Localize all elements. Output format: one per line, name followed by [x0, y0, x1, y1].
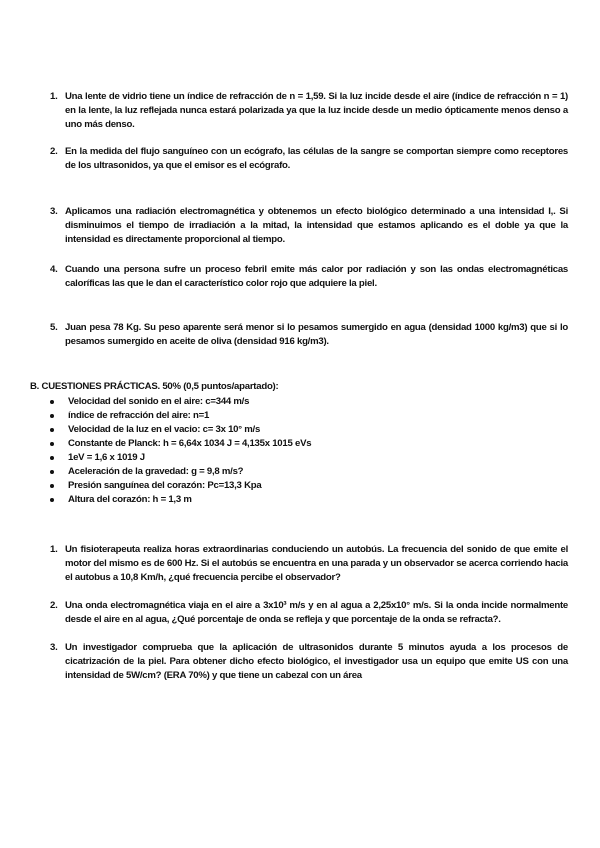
bullet-icon	[50, 428, 54, 432]
constant-item	[50, 423, 311, 437]
constant-text: Velocidad de la luz en el vacio: c= 3x 10° m/s	[68, 424, 261, 435]
practical-problem-2	[50, 599, 568, 627]
question-number: 5.	[50, 322, 58, 333]
bullet-icon	[50, 400, 54, 404]
question-text: Una lente de vidrio tiene un índice de refracción de n = 1,59. Si la luz incide desde el aire (índice de refracción n = 1) en la lente, la luz reflejada nunca estará polarizada ya que la luz incide desde un medio ópticamente menos denso a uno más denso.	[65, 91, 568, 130]
constant-item	[50, 395, 311, 409]
constant-item	[50, 493, 311, 507]
constant-text: Velocidad del sonido en el aire: c=344 m/s	[68, 396, 250, 407]
bullet-icon	[50, 484, 54, 488]
constant-text: Altura del corazón: h = 1,3 m	[68, 494, 192, 505]
problem-number: 2.	[50, 600, 58, 611]
problem-number: 1.	[50, 544, 58, 555]
bullet-icon	[50, 470, 54, 474]
section-b-heading: B. CUESTIONES PRÁCTICAS. 50% (0,5 puntos/apartado):	[30, 381, 279, 392]
theory-question-1	[50, 90, 568, 132]
constant-text: Presión sanguínea del corazón: Pc=13,3 Kpa	[68, 480, 262, 491]
practical-problem-3	[50, 641, 568, 683]
theory-question-4	[50, 263, 568, 291]
constant-text: 1eV = 1,6 x 1019 J	[68, 452, 145, 463]
bullet-icon	[50, 414, 54, 418]
theory-question-3	[50, 205, 568, 247]
constant-item	[50, 479, 311, 493]
theory-question-2	[50, 145, 568, 173]
constant-item	[50, 409, 311, 423]
theory-question-5	[50, 321, 568, 349]
question-text: Aplicamos una radiación electromagnética y obtenemos un efecto biológico determinado a una intensidad I,. Si disminuimos el tiempo de irradiación a la mitad, la intensidad que estamos aplicando es el doble ya que la intensidad es directamente proporcional al tiempo.	[65, 206, 568, 245]
practical-problem-1	[50, 543, 568, 585]
constant-text: Constante de Planck: h = 6,64x 1034 J = 4,135x 1015 eVs	[68, 438, 312, 449]
bullet-icon	[50, 456, 54, 460]
question-number: 3.	[50, 206, 58, 217]
question-number: 1.	[50, 91, 58, 102]
question-number: 4.	[50, 264, 58, 275]
question-number: 2.	[50, 146, 58, 157]
constant-text: índice de refracción del aire: n=1	[68, 410, 210, 421]
problem-text: Un fisioterapeuta realiza horas extraordinarias conduciendo un autobús. La frecuencia del sonido de que emite el motor del mismo es de 600 Hz. Si el autobús se encuentra en una parada y un observador se acerca corriendo hacia el autobus a 10,8 Km/h, ¿qué frecuencia percibe el observador?	[65, 544, 568, 583]
constant-item	[50, 437, 311, 451]
question-text: Cuando una persona sufre un proceso febril emite más calor por radiación y son las ondas electromagnéticas caloríficas las que le dan el característico color rojo que adquiere la piel.	[65, 264, 568, 289]
constant-item	[50, 465, 311, 479]
bullet-icon	[50, 498, 54, 502]
constant-text: Aceleración de la gravedad: g = 9,8 m/s?	[68, 466, 244, 477]
constant-item	[50, 451, 311, 465]
question-text: Juan pesa 78 Kg. Su peso aparente será menor si lo pesamos sumergido en agua (densidad 1000 kg/m3) que si lo pesamos sumergido en aceite de oliva (densidad 916 kg/m3).	[65, 322, 568, 347]
problem-text: Una onda electromagnética viaja en el aire a 3x10³ m/s y en al agua a 2,25x10° m/s. Si la onda incide normalmente desde el aire en al agua, ¿Qué porcentaje de onda se refleja y que porcentaje de la onda se refracta?.	[65, 600, 568, 625]
constants-list	[50, 395, 311, 507]
problem-number: 3.	[50, 642, 58, 653]
problem-text: Un investigador comprueba que la aplicación de ultrasonidos durante 5 minutos ayuda a los procesos de cicatrización de la piel. Para obtener dicho efecto biológico, el investigador usa un equipo que emite US con una intensidad de 5W/cm? (ERA 70%) y que tiene un cabezal con un área	[65, 642, 568, 681]
bullet-icon	[50, 442, 54, 446]
question-text: En la medida del flujo sanguíneo con un ecógrafo, las células de la sangre se comportan siempre como receptores de los ultrasonidos, ya que el emisor es el ecógrafo.	[65, 146, 568, 171]
